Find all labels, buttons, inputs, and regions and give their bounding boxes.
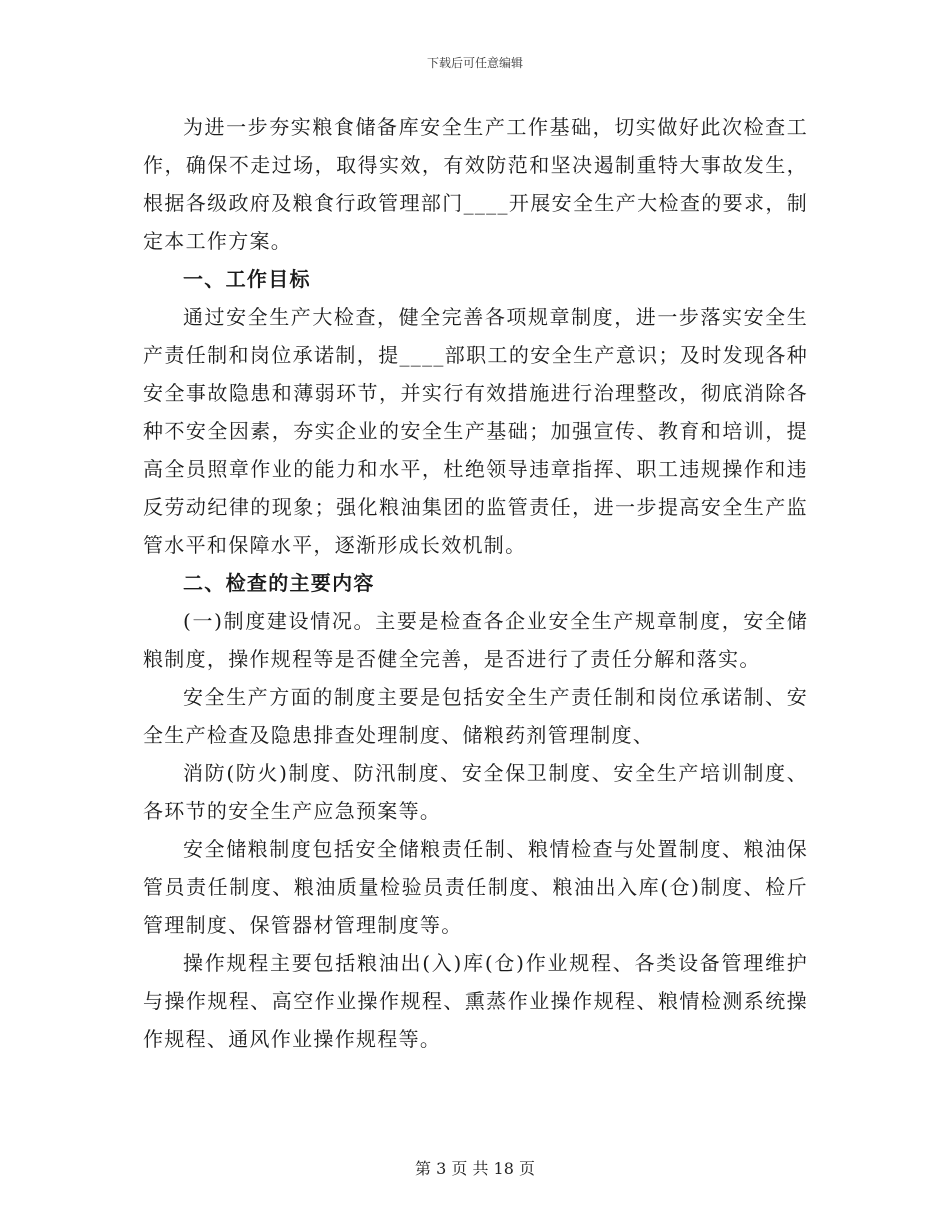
intro-paragraph: 为进一步夯实粮食储备库安全生产工作基础，切实做好此次检查工作，确保不走过场，取得实效，有效防范和坚决遏制重特大事故发生，根据各级政府及粮食行政管理部门____开展安全生产大检查的要求，制定本工作方案。: [143, 115, 808, 253]
fire-prevention-paragraph: 消防(防火)制度、防汛制度、安全保卫制度、安全生产培训制度、各环节的安全生产应急预案等。: [143, 761, 808, 823]
safety-systems-paragraph: 安全生产方面的制度主要是包括安全生产责任制和岗位承诺制、安全生产检查及隐患排查处理制度、储粮药剂管理制度、: [143, 685, 808, 747]
page-header-note: 下载后可任意编辑: [426, 56, 523, 70]
document-body: [143, 108, 808, 1058]
work-goals-paragraph: 通过安全生产大检查，健全完善各项规章制度，进一步落实安全生产责任制和岗位承诺制，提____部职工的安全生产意识；及时发现各种安全事故隐患和薄弱环节，并实行有效措施进行治理整改，彻底消除各种不安全因素，夯实企业的安全生产基础；加强宣传、教育和培训，提高全员照章作业的能力和水平，杜绝领导违章指挥、职工违规操作和违反劳动纪律的现象；强化粮油集团的监管责任，进一步提高安全生产监管水平和保障水平，逐渐形成长效机制。: [143, 305, 808, 557]
grain-storage-systems-paragraph: 安全储粮制度包括安全储粮责任制、粮情检查与处置制度、粮油保管员责任制度、粮油质量检验员责任制度、粮油出入库(仓)制度、检斤管理制度、保管器材管理制度等。: [143, 837, 808, 937]
system-building-paragraph: (一)制度建设情况。主要是检查各企业安全生产规章制度，安全储粮制度，操作规程等是否健全完善，是否进行了责任分解和落实。: [143, 609, 808, 671]
page-number: 第 3 页 共 18 页: [415, 1159, 535, 1178]
section-heading-inspection-content: 二、检查的主要内容: [183, 571, 375, 595]
operating-procedures-paragraph: 操作规程主要包括粮油出(入)库(仓)作业规程、各类设备管理维护与操作规程、高空作业操作规程、熏蒸作业操作规程、粮情检测系统操作规程、通风作业操作规程等。: [143, 951, 808, 1051]
section-heading-work-goals: 一、工作目标: [183, 267, 311, 291]
